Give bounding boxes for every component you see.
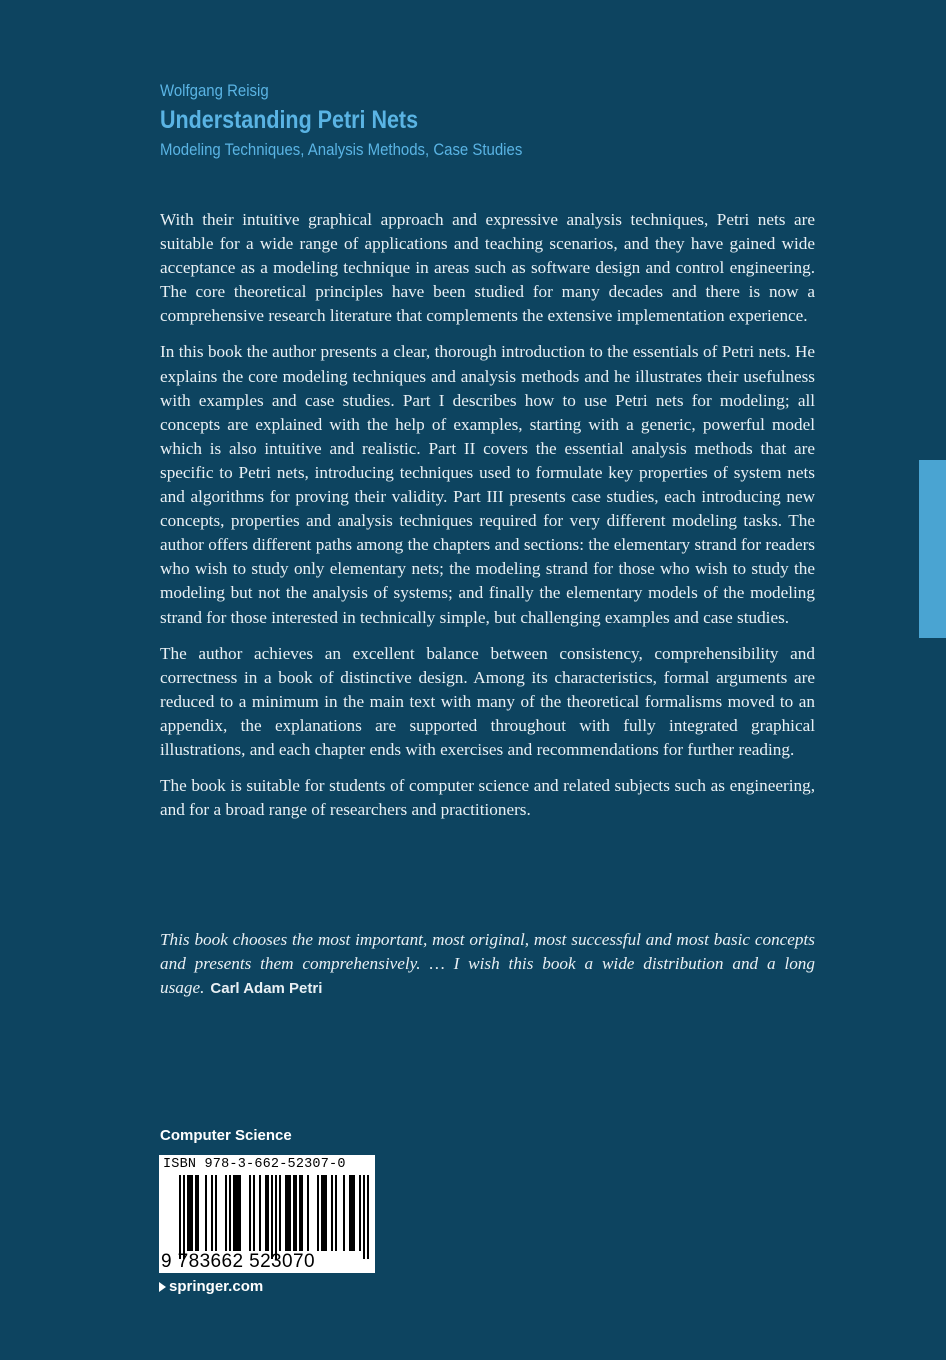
barcode-guard-bar (275, 1175, 277, 1259)
book-subtitle: Modeling Techniques, Analysis Methods, Case Studies (160, 140, 523, 159)
barcode-bar (359, 1175, 361, 1251)
description-paragraph: In this book the author presents a clear, thorough introduction to the essentials of Petri nets. He explains the core modeling techniques and analysis methods and he illustrates their usefulness with examples and case studies. Part I describes how to use Petri nets for modeling; all concepts are explained with the help of examples, starting with a generic, powerful model which is also intuitive and realistic. Part II covers the essential analysis methods that are specific to Petri nets, introducing techniques used to formulate key properties of system nets and algorithms for proving their validity. Part III presents case studies, each introducing new concepts, properties and analysis techniques required for very different modeling tasks. The author offers different paths among the chapters and sections: the elementary strand for readers who wish to study only elementary nets; the modeling strand for those who wish to study the modeling but not the analysis of systems; and finally the elementary models of the modeling strand for those interested in technically simple, but challenging examples and case studies. (160, 342, 815, 627)
barcode-bar (289, 1175, 291, 1251)
barcode-bar (307, 1175, 309, 1251)
barcode-bar (225, 1175, 227, 1251)
subject-category: Computer Science (160, 1127, 292, 1144)
barcode-bar (279, 1175, 281, 1251)
barcode-bar (189, 1175, 191, 1251)
description (160, 208, 815, 834)
barcode-bar (325, 1175, 327, 1251)
barcode-bar (191, 1175, 193, 1251)
description-paragraph: The author achieves an excellent balance between consistency, comprehensibility and correctness in a book of distinctive design. Among its characteristics, formal arguments are reduced to a minimum in the main text with many of the theoretical formalisms moved to an appendix, the explanations are supported throughout with fully integrated graphical illustrations, and each chapter ends with exercises and recommendations for further reading. (160, 643, 815, 759)
description-paragraph: The book is suitable for students of computer science and related subjects such as engineering, and for a broad range of researchers and practitioners. (160, 776, 815, 820)
description-paragraph: With their intuitive graphical approach and expressive analysis techniques, Petri nets are suitable for a wide range of applications and teaching scenarios, and they have gained wide acceptance as a modeling technique in areas such as software design and control engineering. The core theoretical principles have been studied for many decades and there is now a comprehensive research literature that complements the extensive implementation experience. (160, 210, 815, 326)
barcode-bar (259, 1175, 261, 1251)
publisher-link[interactable] (159, 1277, 263, 1297)
barcode-bar (351, 1175, 353, 1251)
isbn-barcode (159, 1155, 375, 1273)
barcode-bar (249, 1175, 251, 1251)
barcode-bar (215, 1175, 217, 1251)
barcode-bar (229, 1175, 231, 1251)
isbn-text: ISBN 978-3-662-52307-0 (163, 1157, 346, 1172)
barcode-bar (237, 1175, 239, 1251)
barcode-bar (317, 1175, 319, 1251)
barcode-bar (343, 1175, 345, 1251)
barcode-bar (205, 1175, 207, 1251)
barcode-bar (235, 1175, 237, 1251)
barcode-guard-bar (367, 1175, 369, 1259)
barcode-guard-bar (271, 1175, 273, 1259)
arrow-right-icon (159, 1282, 166, 1292)
barcode-bar (299, 1175, 301, 1251)
barcode-guard-bar (363, 1175, 365, 1259)
barcode-bar (293, 1175, 295, 1251)
barcode-bar (321, 1175, 323, 1251)
barcode-bar (295, 1175, 297, 1251)
barcode-bar (301, 1175, 303, 1251)
side-tab-marker (919, 460, 946, 638)
barcode-bar (233, 1175, 235, 1251)
barcode-bar (239, 1175, 241, 1251)
quote-author: Carl Adam Petri (210, 980, 323, 998)
barcode-guard-bar (179, 1175, 181, 1259)
barcode-bar (287, 1175, 289, 1251)
quote-text: This book chooses the most important, most original, most successful and most basic concepts and presents them comprehensively. … I wish this book a wide distribution and a long usage. (160, 930, 815, 998)
endorsement-quote (160, 928, 815, 1001)
barcode-bar (253, 1175, 255, 1251)
barcode-bar (349, 1175, 351, 1251)
barcode-bar (265, 1175, 267, 1251)
barcode-bar (335, 1175, 337, 1251)
ean-digits: 9 783662 523070 (161, 1251, 315, 1272)
barcode-bar (195, 1175, 197, 1251)
book-title: Understanding Petri Nets (160, 106, 419, 134)
header (160, 78, 815, 164)
publisher-label: springer.com (169, 1278, 264, 1295)
barcode-bar (353, 1175, 355, 1251)
barcode-bar (323, 1175, 325, 1251)
barcode-guard-bar (183, 1175, 185, 1259)
barcode-bar (187, 1175, 189, 1251)
barcode-bar (197, 1175, 199, 1251)
barcode-bar (211, 1175, 213, 1251)
book-author: Wolfgang Reisig (160, 81, 269, 100)
barcode-bar (285, 1175, 287, 1251)
barcode-bar (331, 1175, 333, 1251)
barcode-bar (267, 1175, 269, 1251)
